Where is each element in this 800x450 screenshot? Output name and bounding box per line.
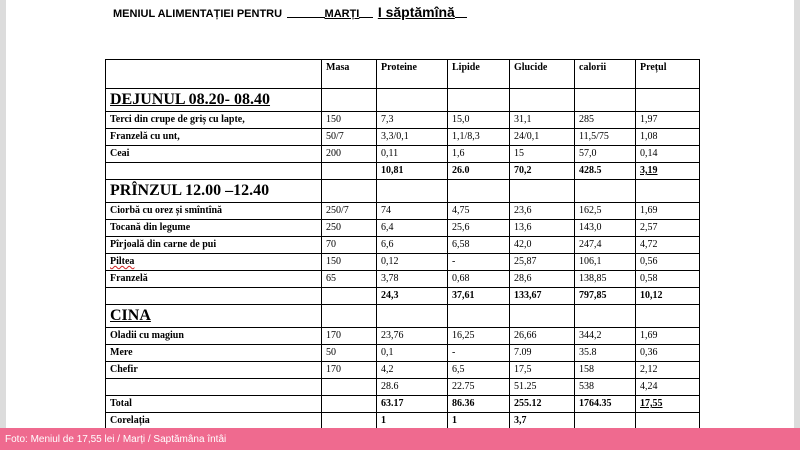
- table-cell: 6,5: [448, 362, 510, 379]
- table-cell: [448, 89, 510, 112]
- table-cell: 17,5: [510, 362, 575, 379]
- table-cell: [106, 163, 322, 180]
- table-cell: 42,0: [510, 237, 575, 254]
- table-cell: 428.5: [575, 163, 636, 180]
- table-cell: 23,76: [377, 328, 448, 345]
- subtotal-price: 4,24: [636, 379, 700, 396]
- table-cell: [510, 305, 575, 328]
- table-cell: 250: [322, 220, 377, 237]
- document-title: [113, 4, 467, 26]
- section-row-dinner: [106, 305, 700, 328]
- total-label: Total: [106, 396, 322, 413]
- table-cell: 797,85: [575, 288, 636, 305]
- subtotal-row: [106, 288, 700, 305]
- table-cell: 255.12: [510, 396, 575, 413]
- header-cell: [106, 60, 322, 89]
- table-cell: 1,69: [636, 328, 700, 345]
- table-cell: [377, 180, 448, 203]
- section-title: PRÎNZUL 12.00 –12.40: [106, 180, 322, 203]
- table-cell: [448, 305, 510, 328]
- table-cell: [575, 413, 636, 430]
- table-row: [106, 220, 700, 237]
- table-cell: 25,87: [510, 254, 575, 271]
- table-cell: 344,2: [575, 328, 636, 345]
- section-row-breakfast: [106, 89, 700, 112]
- table-cell: 24/0,1: [510, 129, 575, 146]
- table-cell: 1,1/8,3: [448, 129, 510, 146]
- table-cell: 2,12: [636, 362, 700, 379]
- table-cell: 1,6: [448, 146, 510, 163]
- title-week: I săptămînă: [377, 4, 455, 20]
- table-cell: 0,58: [636, 271, 700, 288]
- dish-name: Terci din crupe de griș cu lapte,: [106, 112, 322, 129]
- table-row: [106, 129, 700, 146]
- table-cell: 28,6: [510, 271, 575, 288]
- table-cell: 0,36: [636, 345, 700, 362]
- table-cell: [322, 396, 377, 413]
- table-row: [106, 254, 700, 271]
- table-cell: [322, 163, 377, 180]
- table-cell: 65: [322, 271, 377, 288]
- table-cell: [106, 379, 322, 396]
- table-cell: 170: [322, 362, 377, 379]
- title-prefix: MENIUL ALIMENTAȚIEI PENTRU: [113, 8, 283, 20]
- section-title: DEJUNUL 08.20- 08.40: [106, 89, 322, 112]
- table-cell: [575, 305, 636, 328]
- table-cell: 3,3/0,1: [377, 129, 448, 146]
- table-cell: 4,72: [636, 237, 700, 254]
- table-row: [106, 362, 700, 379]
- table-cell: 70: [322, 237, 377, 254]
- table-cell: 70,2: [510, 163, 575, 180]
- table-cell: 200: [322, 146, 377, 163]
- table-cell: [322, 305, 377, 328]
- table-cell: 1,69: [636, 203, 700, 220]
- table-cell: 50/7: [322, 129, 377, 146]
- table-cell: 247,4: [575, 237, 636, 254]
- table-cell: 0,14: [636, 146, 700, 163]
- table-cell: 1764.35: [575, 396, 636, 413]
- table-cell: 51.25: [510, 379, 575, 396]
- title-blank-line: [455, 5, 467, 18]
- table-cell: 143,0: [575, 220, 636, 237]
- dish-name: Ciorbă cu orez și smîntînă: [106, 203, 322, 220]
- subtotal-price: 10,12: [636, 288, 700, 305]
- table-cell: [636, 180, 700, 203]
- table-cell: 11,5/75: [575, 129, 636, 146]
- dish-name: Oladii cu magiun: [106, 328, 322, 345]
- header-cell: Prețul: [636, 60, 700, 89]
- table-cell: 35.8: [575, 345, 636, 362]
- table-cell: [377, 305, 448, 328]
- table-cell: 31,1: [510, 112, 575, 129]
- table-cell: 24,3: [377, 288, 448, 305]
- table-cell: 106,1: [575, 254, 636, 271]
- table-cell: 26,66: [510, 328, 575, 345]
- table-cell: [322, 413, 377, 430]
- table-cell: [636, 305, 700, 328]
- subtotal-row: [106, 379, 700, 396]
- table-cell: 150: [322, 112, 377, 129]
- header-cell: Masa: [322, 60, 377, 89]
- dish-name: Piltea: [106, 254, 322, 271]
- table-cell: 26.0: [448, 163, 510, 180]
- table-cell: [575, 89, 636, 112]
- table-row: [106, 345, 700, 362]
- table-cell: [510, 180, 575, 203]
- table-cell: 22.75: [448, 379, 510, 396]
- correlation-label: Corelația: [106, 413, 322, 430]
- table-cell: 150: [322, 254, 377, 271]
- title-blank-line: [287, 5, 325, 18]
- table-cell: [106, 288, 322, 305]
- table-cell: 4,2: [377, 362, 448, 379]
- table-row: [106, 328, 700, 345]
- table-cell: 285: [575, 112, 636, 129]
- table-cell: 0,11: [377, 146, 448, 163]
- header-cell: Proteine: [377, 60, 448, 89]
- table-row: [106, 112, 700, 129]
- table-cell: [377, 89, 448, 112]
- grand-total-row: [106, 396, 700, 413]
- menu-table: [105, 59, 700, 430]
- dish-name: Chefir: [106, 362, 322, 379]
- table-cell: 0,68: [448, 271, 510, 288]
- grand-total-price: 17,55: [636, 396, 700, 413]
- correlation-row: [106, 413, 700, 430]
- table-cell: 0,1: [377, 345, 448, 362]
- dish-name: Franzelă: [106, 271, 322, 288]
- table-cell: [510, 89, 575, 112]
- table-cell: 63.17: [377, 396, 448, 413]
- table-cell: 162,5: [575, 203, 636, 220]
- table-cell: 1,08: [636, 129, 700, 146]
- dish-name: Tocană din legume: [106, 220, 322, 237]
- title-day: MARȚI: [324, 8, 360, 20]
- table-cell: 86.36: [448, 396, 510, 413]
- table-cell: 16,25: [448, 328, 510, 345]
- table-cell: 7.09: [510, 345, 575, 362]
- table-cell: [636, 413, 700, 430]
- table-cell: 57,0: [575, 146, 636, 163]
- table-cell: [322, 89, 377, 112]
- table-cell: [322, 379, 377, 396]
- header-cell: Glucide: [510, 60, 575, 89]
- dish-name: Mere: [106, 345, 322, 362]
- subtotal-price: 3,19: [636, 163, 700, 180]
- table-cell: [322, 288, 377, 305]
- table-cell: 133,67: [510, 288, 575, 305]
- table-cell: 4,75: [448, 203, 510, 220]
- table-cell: 158: [575, 362, 636, 379]
- table-cell: 37,61: [448, 288, 510, 305]
- table-cell: 25,6: [448, 220, 510, 237]
- table-cell: 3,7: [510, 413, 575, 430]
- table-cell: [636, 89, 700, 112]
- table-cell: 250/7: [322, 203, 377, 220]
- header-cell: calorii: [575, 60, 636, 89]
- table-cell: 3,78: [377, 271, 448, 288]
- table-cell: 2,57: [636, 220, 700, 237]
- table-row: [106, 203, 700, 220]
- table-row: [106, 146, 700, 163]
- table-cell: 15,0: [448, 112, 510, 129]
- table-row: [106, 237, 700, 254]
- section-title: CINA: [106, 305, 322, 328]
- table-cell: 6,58: [448, 237, 510, 254]
- photo-caption: Foto: Meniul de 17,55 lei / Marți / Saptămâna întâi: [5, 434, 227, 445]
- table-cell: 0,12: [377, 254, 448, 271]
- table-cell: 50: [322, 345, 377, 362]
- table-cell: 6,6: [377, 237, 448, 254]
- table-cell: 170: [322, 328, 377, 345]
- table-cell: [448, 180, 510, 203]
- table-cell: 28.6: [377, 379, 448, 396]
- table-cell: 0,56: [636, 254, 700, 271]
- table-cell: 15: [510, 146, 575, 163]
- table-cell: [322, 180, 377, 203]
- table-cell: 1,97: [636, 112, 700, 129]
- table-cell: 23,6: [510, 203, 575, 220]
- table-cell: 13,6: [510, 220, 575, 237]
- table-cell: [575, 180, 636, 203]
- header-cell: Lipide: [448, 60, 510, 89]
- dish-name: Franzelă cu unt,: [106, 129, 322, 146]
- page-margin-right: [794, 0, 800, 450]
- table-cell: 6,4: [377, 220, 448, 237]
- title-blank-line: [359, 5, 373, 18]
- table-cell: 138,85: [575, 271, 636, 288]
- table-cell: 74: [377, 203, 448, 220]
- table-cell: 1: [448, 413, 510, 430]
- table-cell: 10,81: [377, 163, 448, 180]
- table-cell: 1: [377, 413, 448, 430]
- section-row-lunch: [106, 180, 700, 203]
- table-cell: 538: [575, 379, 636, 396]
- table-cell: 7,3: [377, 112, 448, 129]
- dish-name: Ceai: [106, 146, 322, 163]
- subtotal-row: [106, 163, 700, 180]
- dish-name: Pîrjoală din carne de pui: [106, 237, 322, 254]
- table-header-row: [106, 60, 700, 89]
- table-cell: -: [448, 254, 510, 271]
- table-cell: -: [448, 345, 510, 362]
- table-row: [106, 271, 700, 288]
